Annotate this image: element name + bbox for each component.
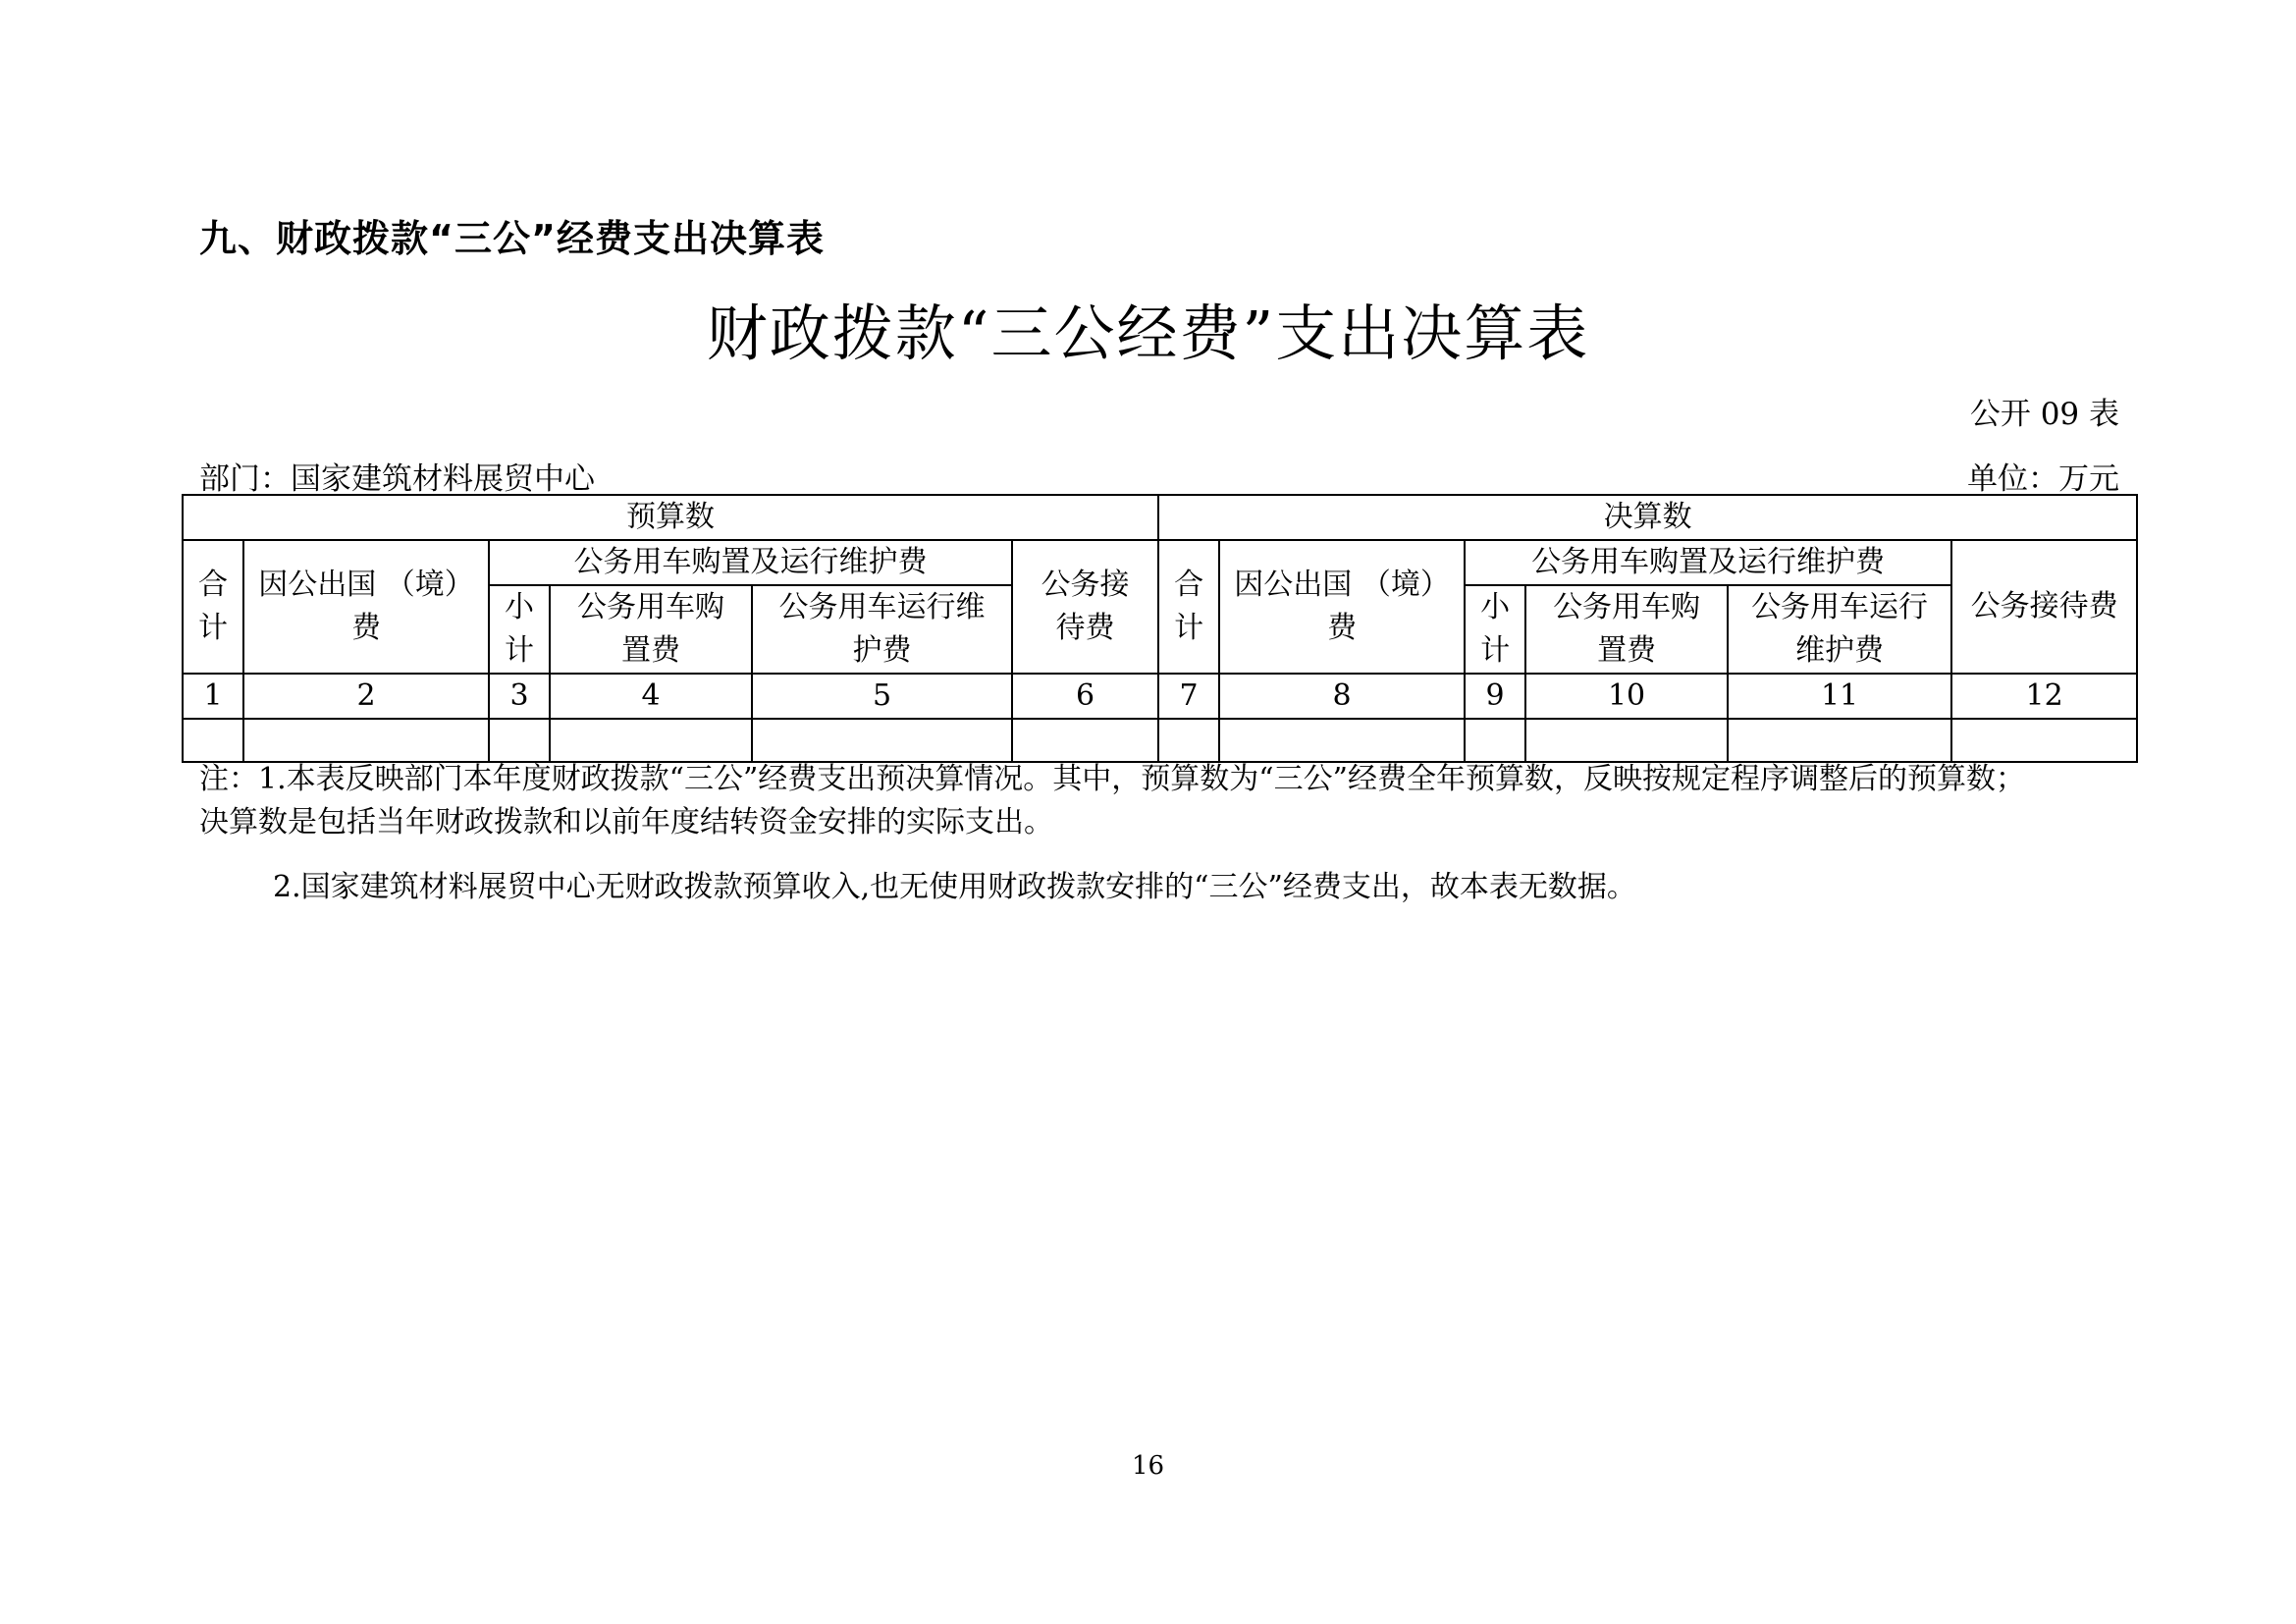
column-number: 12 [1951,674,2137,719]
table-cell [1728,719,1951,762]
note-1-line-1: 注：1.本表反映部门本年度财政拨款“三公”经费支出预决算情况。其中，预算数为“三公”经费全年预算数，反映按规定程序调整后的预算数； [199,762,2025,796]
final-vehicle-purchase-header [1525,585,1728,674]
budget-group-header: 预算数 [183,495,1158,540]
final-vehicle-operation-header-line2: 维护费 [1795,633,1885,668]
budget-total-header-line1: 合 [198,568,228,602]
budget-vehicle-operation-header-line1: 公务用车运行维 [778,590,986,624]
final-abroad-header-line2: 费 [1327,611,1358,645]
form-number: 公开 09 表 [1969,397,2119,432]
final-subtotal-header-line2: 计 [1480,633,1511,668]
department-label: 部门：国家建筑材料展贸中心 [199,461,595,497]
header-row-groups [183,495,2137,540]
budget-reception-header-line2: 待费 [1055,611,1115,645]
column-number-row [183,674,2137,719]
table-cell [1158,719,1219,762]
table-cell [1012,719,1158,762]
budget-abroad-header-line2: 费 [351,611,381,645]
final-total-header-line2: 计 [1174,611,1204,645]
table-cell [183,719,243,762]
final-vehicle-operation-header-line1: 公务用车运行 [1751,590,1929,624]
final-reception-header: 公务接待费 [1951,540,2137,674]
final-vehicle-operation-header [1728,585,1951,674]
table-cell [1465,719,1525,762]
table-cell [1951,719,2137,762]
column-number: 6 [1012,674,1158,719]
column-number: 9 [1465,674,1525,719]
final-abroad-header [1219,540,1465,674]
budget-total-header-line2: 计 [198,611,228,645]
budget-reception-header-line1: 公务接 [1041,568,1130,602]
page-number: 16 [1131,1451,1165,1481]
column-number: 4 [550,674,752,719]
column-number: 7 [1158,674,1219,719]
budget-vehicle-group-header: 公务用车购置及运行维护费 [489,540,1012,585]
final-total-header [1158,540,1219,674]
budget-subtotal-header-line2: 计 [505,633,534,668]
column-number: 10 [1525,674,1728,719]
table-cell [489,719,550,762]
column-number: 3 [489,674,550,719]
table-cell [1219,719,1465,762]
three-public-expenses-table [182,494,2138,763]
column-number: 11 [1728,674,1951,719]
budget-total-header [183,540,243,674]
budget-subtotal-header [489,585,550,674]
budget-abroad-header [243,540,489,674]
header-row-categories [183,540,2137,585]
budget-vehicle-operation-header [752,585,1012,674]
table-cell [1525,719,1728,762]
budget-reception-header [1012,540,1158,674]
budget-subtotal-header-line1: 小 [505,590,534,624]
budget-vehicle-purchase-header [550,585,752,674]
final-total-header-line1: 合 [1174,568,1204,602]
table-cell [243,719,489,762]
final-vehicle-purchase-header-line2: 置费 [1597,633,1657,668]
table-row [183,719,2137,762]
budget-abroad-header-line1: 因公出国 （境） [258,568,474,602]
final-group-header: 决算数 [1158,495,2137,540]
final-subtotal-header-line1: 小 [1480,590,1511,624]
final-abroad-header-line1: 因公出国 （境） [1234,568,1450,602]
section-heading: 九、财政拨款“三公”经费支出决算表 [199,217,825,260]
notes [199,758,2123,909]
column-number: 1 [183,674,243,719]
column-number: 8 [1219,674,1465,719]
budget-vehicle-purchase-header-line2: 置费 [621,633,680,668]
table-cell [752,719,1012,762]
table-cell [550,719,752,762]
page-title: 财政拨款“三公经费”支出决算表 [706,298,1590,369]
budget-vehicle-operation-header-line2: 护费 [852,633,912,668]
final-vehicle-purchase-header-line1: 公务用车购 [1553,590,1701,624]
unit-label: 单位：万元 [1967,461,2119,497]
final-vehicle-group-header: 公务用车购置及运行维护费 [1465,540,1951,585]
column-number: 2 [243,674,489,719]
note-1-line-2: 决算数是包括当年财政拨款和以前年度结转资金安排的实际支出。 [199,805,1053,839]
column-number: 5 [752,674,1012,719]
final-subtotal-header [1465,585,1525,674]
budget-vehicle-purchase-header-line1: 公务用车购 [577,590,724,624]
note-2: 2.国家建筑材料展贸中心无财政拨款预算收入,也无使用财政拨款安排的“三公”经费支出，故本表无数据。 [273,870,1636,904]
